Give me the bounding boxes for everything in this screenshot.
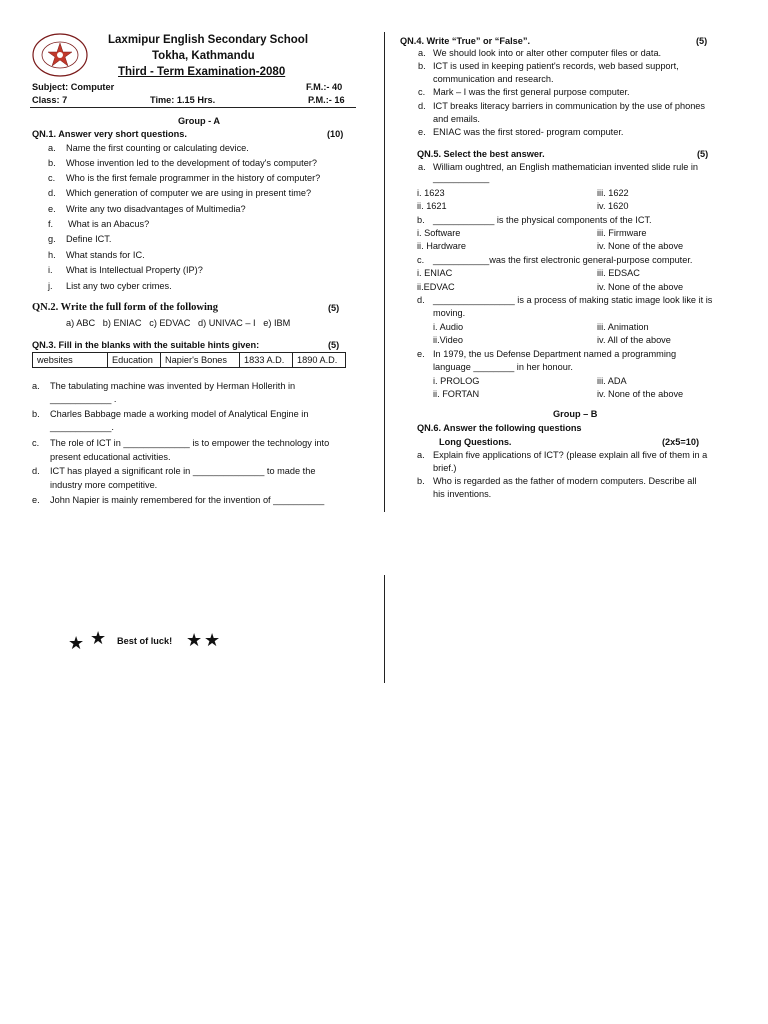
q1-title: QN.1. Answer very short questions. <box>32 129 187 139</box>
q1-item-num: b. <box>48 158 56 168</box>
subject-label: Subject: Computer <box>32 82 115 92</box>
q5-item-num: d. <box>417 295 425 305</box>
q4-marks: (5) <box>696 36 708 46</box>
q5-e-question: In 1979, the us Defense Department named a programming <box>433 349 677 359</box>
q5-option: iv. None of the above <box>597 389 684 399</box>
full-marks: F.M.:- 40 <box>306 82 343 92</box>
q1-item-text: What stands for IC. <box>66 250 145 260</box>
q3-item-num: d. <box>32 466 40 476</box>
q3-hint: Napier's Bones <box>161 353 240 368</box>
q1-item-text: Which generation of computer we are using in present time? <box>66 188 312 198</box>
q3-hint: Education <box>108 353 161 368</box>
q1-item-text: Define ICT. <box>66 234 112 244</box>
q3-marks: (5) <box>328 340 340 350</box>
q3-item-num: e. <box>32 495 40 505</box>
q1-item-num: d. <box>48 188 56 198</box>
q1-item-num: f. <box>48 219 54 229</box>
q1-item-text: Write any two disadvantages of Multimedia? <box>66 204 246 214</box>
q1-item-text: List any two cyber crimes. <box>66 281 172 291</box>
q1-item-num: a. <box>48 143 56 153</box>
q5-option: iii. ADA <box>597 376 627 386</box>
q6-item-num: b. <box>417 476 425 486</box>
q4-item-text: and emails. <box>433 114 480 124</box>
q5-option: iii. EDSAC <box>597 268 640 278</box>
q5-b-question: ____________ is the physical components of the ICT. <box>433 215 652 225</box>
q5-item-num: b. <box>417 215 425 225</box>
q1-item-text: Whose invention led to the development of today's computer? <box>66 158 317 168</box>
q3-item-num: c. <box>32 438 40 448</box>
q1-item-text: What is an Abacus? <box>68 219 150 229</box>
q5-option: i. Audio <box>433 322 464 332</box>
q5-e-question-cont: language ________ in her honour. <box>433 362 573 372</box>
q3-item-text: Charles Babbage made a working model of Analytical Engine in <box>50 409 309 419</box>
q4-item-text: ICT breaks literacy barriers in communication by the use of phones <box>433 101 706 111</box>
q6-item-text: Explain five applications of ICT? (please explain all five of them in a <box>433 450 708 460</box>
q1-item-text: Who is the first female programmer in the history of computer? <box>66 173 321 183</box>
school-location: Tokha, Kathmandu <box>152 50 255 62</box>
q4-item-num: b. <box>418 61 426 71</box>
q5-option: iv. 1620 <box>597 201 629 211</box>
q4-item-text: ENIAC was the first stored- program computer. <box>433 127 624 137</box>
star-icon: ★ <box>204 630 221 650</box>
q4-item-num: a. <box>418 48 426 58</box>
q5-item-num: e. <box>417 349 425 359</box>
q5-option: iii. Firmware <box>597 228 647 238</box>
q1-marks: (10) <box>327 129 344 139</box>
q5-option: ii. Hardware <box>417 241 467 251</box>
group-b-heading: Group – B <box>553 409 598 419</box>
time-label: Time: 1.15 Hrs. <box>150 95 216 105</box>
q5-option: i. 1623 <box>417 188 445 198</box>
q3-item-text: The tabulating machine was invented by Herman Hollerith in <box>50 381 296 391</box>
q3-item-text: ICT has played a significant role in ______________ to made the <box>50 466 316 476</box>
q5-option: ii. FORTAN <box>433 389 480 399</box>
q1-item-num: g. <box>48 234 56 244</box>
q3-item-text: The role of ICT in _____________ is to empower the technology into <box>50 438 330 448</box>
q1-item-num: j. <box>48 281 53 291</box>
group-a-heading: Group - A <box>178 116 221 126</box>
q3-title: QN.3. Fill in the blanks with the suitable hints given: <box>32 340 260 350</box>
star-icon: ★ <box>90 628 107 648</box>
q3-hints-table <box>32 352 346 368</box>
header-rule <box>30 107 356 108</box>
star-icon: ★ <box>68 633 85 653</box>
q4-item-text: communication and research. <box>433 74 554 84</box>
pass-marks: P.M.:- 16 <box>308 95 345 105</box>
q3-item-text: John Napier is mainly remembered for the invention of __________ <box>50 495 325 505</box>
q6-marks: (2x5=10) <box>662 437 700 447</box>
school-logo <box>31 32 89 78</box>
q5-item-num: a. <box>418 162 426 172</box>
q5-marks: (5) <box>697 149 709 159</box>
school-name: Laxmipur English Secondary School <box>108 34 309 46</box>
q2-title: QN.2. Write the full form of the following <box>32 302 218 313</box>
q3-hint: websites <box>33 353 108 368</box>
q3-item-text: ____________ . <box>50 394 117 404</box>
best-of-luck: Best of luck! <box>117 636 173 646</box>
q4-item-text: Mark – I was the first general purpose computer. <box>433 87 630 97</box>
q4-item-text: We should look into or alter other computer files or data. <box>433 48 662 58</box>
q1-item-num: i. <box>48 265 53 275</box>
q1-item-num: e. <box>48 204 56 214</box>
star-icon: ★ <box>186 630 203 650</box>
q6-item-text: his inventions. <box>433 489 492 499</box>
q5-d-question-cont: moving. <box>433 308 466 318</box>
q5-option: i. ENIAC <box>417 268 453 278</box>
q5-option: i. PROLOG <box>433 376 480 386</box>
q1-item-text: What is Intellectual Property (IP)? <box>66 265 203 275</box>
q4-item-num: c. <box>418 87 426 97</box>
q3-item-num: b. <box>32 409 40 419</box>
q1-item-text: Name the first counting or calculating device. <box>66 143 249 153</box>
q6-title: QN.6. Answer the following questions <box>417 423 582 433</box>
q5-option: ii.Video <box>433 335 463 345</box>
q3-item-text: industry more competitive. <box>50 480 158 490</box>
exam-title: Third - Term Examination-2080 <box>118 66 286 78</box>
q5-title: QN.5. Select the best answer. <box>417 149 545 159</box>
q6-item-num: a. <box>417 450 425 460</box>
q5-a-question: William oughtred, an English mathematician invented slide rule in <box>433 162 699 172</box>
q4-item-num: d. <box>418 101 426 111</box>
q1-item-num: c. <box>48 173 56 183</box>
q5-option: iv. None of the above <box>597 241 684 251</box>
q4-item-num: e. <box>418 127 426 137</box>
q5-d-question: ________________ is a process of making static image look like it is <box>433 295 713 305</box>
q5-option: iii. Animation <box>597 322 649 332</box>
q5-option: ii.EDVAC <box>417 282 455 292</box>
q2-items: a) ABC b) ENIAC c) EDVAC d) UNIVAC – I e) IBM <box>66 318 291 328</box>
q5-option: iii. 1622 <box>597 188 629 198</box>
column-divider-bottom <box>384 575 385 683</box>
q5-option: iv. None of the above <box>597 282 684 292</box>
q5-option: i. Software <box>417 228 461 238</box>
q3-item-num: a. <box>32 381 40 391</box>
column-divider-top <box>384 32 385 512</box>
q5-option: iv. All of the above <box>597 335 671 345</box>
q4-item-text: ICT is used in keeping patient's records, web based support, <box>433 61 679 71</box>
q3-hint: 1890 A.D. <box>293 353 346 368</box>
q5-item-num: c. <box>417 255 425 265</box>
q5-a-blank: ___________ <box>433 173 490 183</box>
q3-item-text: present educational activities. <box>50 452 171 462</box>
q3-item-text: ____________. <box>50 422 114 432</box>
q6-subtitle: Long Questions. <box>439 437 512 447</box>
q5-option: ii. 1621 <box>417 201 447 211</box>
q3-hint: 1833 A.D. <box>240 353 293 368</box>
q6-item-text: brief.) <box>433 463 457 473</box>
q1-item-num: h. <box>48 250 56 260</box>
q2-marks: (5) <box>328 303 340 313</box>
class-label: Class: 7 <box>32 95 68 105</box>
q6-item-text: Who is regarded as the father of modern computers. Describe all <box>433 476 697 486</box>
q5-c-question: ___________was the first electronic general-purpose computer. <box>433 255 693 265</box>
q4-title: QN.4. Write “True” or “False”. <box>400 36 531 46</box>
